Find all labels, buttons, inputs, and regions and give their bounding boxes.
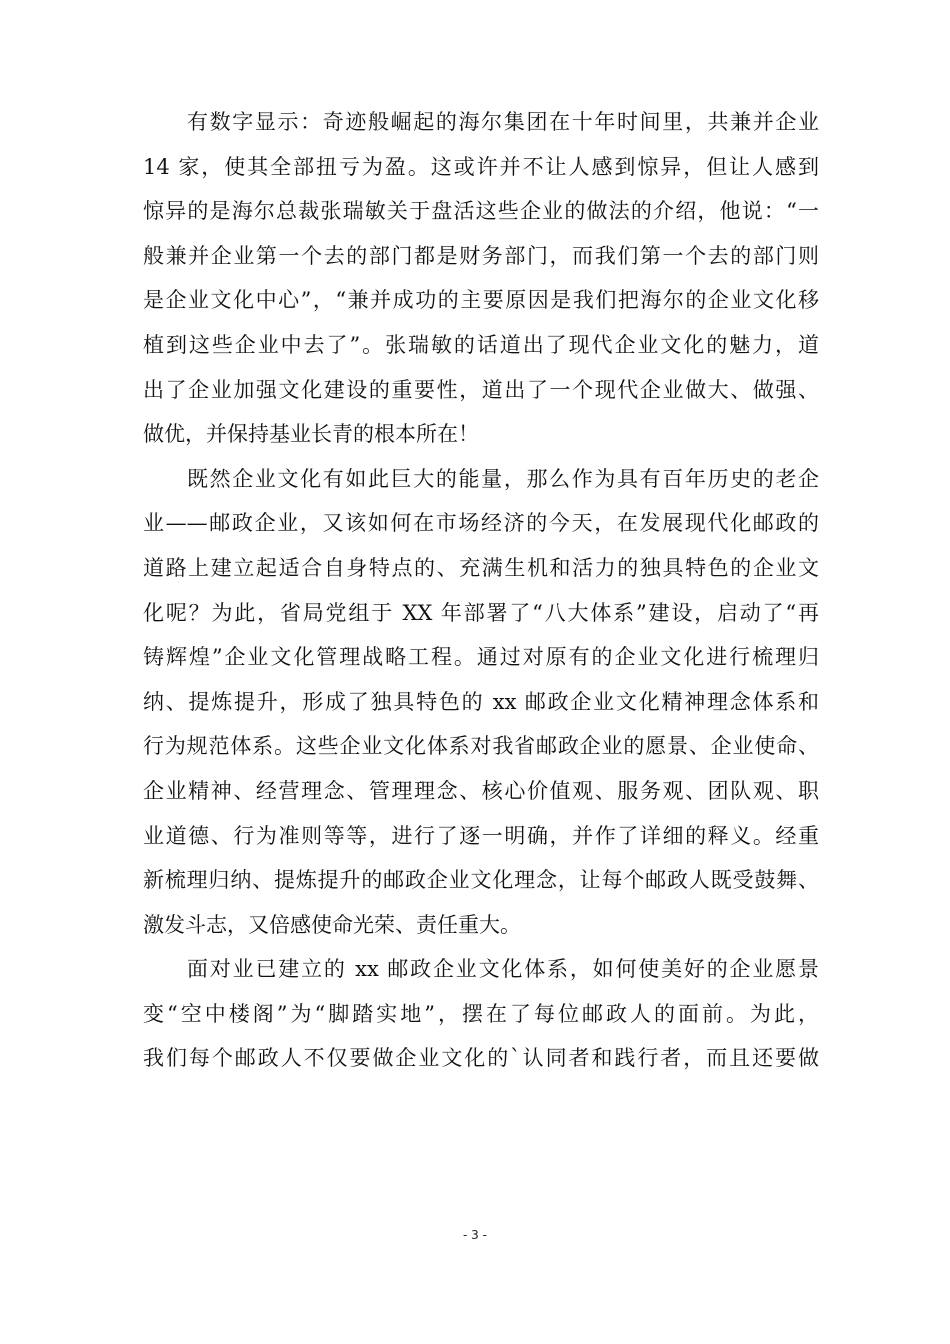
paragraph-haier — [143, 100, 819, 457]
text-line: 植到这些企业中去了”。张瑞敏的话道出了现代企业文化的魅力，道 — [143, 332, 819, 357]
text-line: 是企业文化中心”，“兼并成功的主要原因是我们把海尔的企业文化移 — [143, 288, 819, 313]
text-line: 般兼并企业第一个去的部门都是财务部门，而我们第一个去的部门则 — [143, 243, 819, 268]
text-line: 新梳理归纳、提炼提升的邮政企业文化理念，让每个邮政人既受鼓舞、 — [143, 868, 819, 893]
text-line: 化呢？为此，省局党组于 XX 年部署了“八大体系”建设，启动了“再 — [143, 600, 819, 625]
text-line: 我们每个邮政人不仅要做企业文化的`认同者和践行者，而且还要做 — [143, 1046, 819, 1071]
page-number: - 3 - — [463, 1228, 487, 1242]
text-line: 14 家，使其全部扭亏为盈。这或许并不让人感到惊异，但让人感到 — [143, 154, 819, 179]
text-line: 出了企业加强文化建设的重要性，道出了一个现代企业做大、做强、 — [143, 377, 819, 402]
text-line: 变“空中楼阁”为“脚踏实地”，摆在了每位邮政人的面前。为此， — [143, 1001, 819, 1026]
text-line: 纳、提炼提升，形成了独具特色的 xx 邮政企业文化精神理念体系和 — [143, 689, 819, 714]
paragraph-postal-culture — [143, 457, 819, 948]
text-line: 惊异的是海尔总裁张瑞敏关于盘活这些企业的做法的介绍，他说：“一 — [143, 199, 819, 224]
document-body — [143, 100, 819, 1081]
text-line: 有数字显示：奇迹般崛起的海尔集团在十年时间里，共兼并企业 — [187, 110, 819, 134]
text-line: 业——邮政企业，又该如何在市场经济的今天，在发展现代化邮政的 — [143, 511, 819, 536]
text-line: 做优，并保持基业长青的根本所在！ — [143, 422, 479, 447]
paragraph-vision — [143, 947, 819, 1081]
text-line: 企业精神、经营理念、管理理念、核心价值观、服务观、团队观、职 — [143, 778, 819, 803]
text-line: 既然企业文化有如此巨大的能量，那么作为具有百年历史的老企 — [187, 466, 819, 491]
text-line: 道路上建立起适合自身特点的、充满生机和活力的独具特色的企业文 — [143, 555, 819, 580]
text-line: 业道德、行为准则等等，进行了逐一明确，并作了详细的释义。经重 — [143, 823, 819, 848]
text-line: 铸辉煌”企业文化管理战略工程。通过对原有的企业文化进行梳理归 — [143, 645, 819, 670]
text-line: 行为规范体系。这些企业文化体系对我省邮政企业的愿景、企业使命、 — [143, 734, 819, 759]
text-line: 面对业已建立的 xx 邮政企业文化体系，如何使美好的企业愿景 — [187, 957, 819, 982]
text-line: 激发斗志，又倍感使命光荣、责任重大。 — [143, 912, 521, 937]
